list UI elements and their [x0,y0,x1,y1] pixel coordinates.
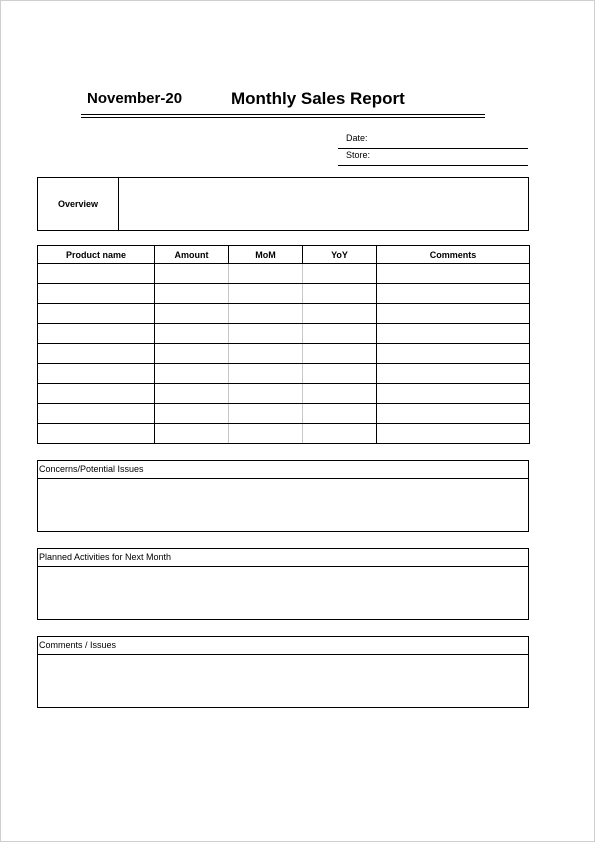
products-table [37,245,530,444]
planned-activities-header: Planned Activities for Next Month [38,549,528,567]
table-cell[interactable] [377,304,530,324]
table-cell[interactable] [38,364,155,384]
table-cell[interactable] [377,344,530,364]
table-cell[interactable] [377,384,530,404]
table-cell[interactable] [229,304,303,324]
date-field[interactable] [338,131,528,149]
store-field[interactable] [338,148,528,166]
table-cell[interactable] [155,404,229,424]
table-row [38,304,530,324]
table-cell[interactable] [155,264,229,284]
table-cell[interactable] [377,284,530,304]
planned-activities-body[interactable] [38,567,528,619]
concerns-section [37,460,529,532]
table-row [38,404,530,424]
table-cell[interactable] [38,344,155,364]
table-cell[interactable] [38,264,155,284]
comments-issues-body[interactable] [38,655,528,707]
table-cell[interactable] [229,404,303,424]
table-cell[interactable] [303,364,377,384]
overview-content[interactable] [119,178,528,230]
table-cell[interactable] [377,404,530,424]
overview-label: Overview [38,178,119,230]
table-cell[interactable] [303,304,377,324]
table-row [38,324,530,344]
table-cell[interactable] [155,344,229,364]
table-cell[interactable] [38,404,155,424]
concerns-header: Concerns/Potential Issues [38,461,528,479]
overview-box [37,177,529,231]
table-cell[interactable] [155,284,229,304]
column-header-comments: Comments [377,246,530,264]
table-cell[interactable] [38,384,155,404]
comments-issues-header: Comments / Issues [38,637,528,655]
table-cell[interactable] [155,384,229,404]
column-header-product-name: Product name [38,246,155,264]
table-cell[interactable] [38,324,155,344]
table-cell[interactable] [38,304,155,324]
table-row [38,284,530,304]
store-label: Store: [346,150,371,160]
concerns-body[interactable] [38,479,528,531]
table-cell[interactable] [303,324,377,344]
table-cell[interactable] [303,404,377,424]
table-cell[interactable] [155,364,229,384]
report-title: Monthly Sales Report [231,89,405,108]
table-cell[interactable] [155,424,229,444]
table-cell[interactable] [303,264,377,284]
table-cell[interactable] [303,284,377,304]
comments-issues-section [37,636,529,708]
table-cell[interactable] [303,344,377,364]
table-cell[interactable] [229,364,303,384]
table-cell[interactable] [229,384,303,404]
table-cell[interactable] [38,424,155,444]
table-row [38,344,530,364]
title-rule-top [81,114,485,115]
table-cell[interactable] [303,424,377,444]
table-cell[interactable] [155,324,229,344]
table-cell[interactable] [377,424,530,444]
column-header-mom: MoM [229,246,303,264]
table-cell[interactable] [229,424,303,444]
column-header-yoy: YoY [303,246,377,264]
table-row [38,364,530,384]
title-rule-bottom [81,117,485,118]
date-label: Date: [346,133,368,143]
table-cell[interactable] [229,284,303,304]
table-cell[interactable] [38,284,155,304]
table-row [38,384,530,404]
table-row [38,424,530,444]
table-cell[interactable] [229,344,303,364]
column-header-amount: Amount [155,246,229,264]
table-cell[interactable] [377,364,530,384]
table-row [38,264,530,284]
planned-activities-section [37,548,529,620]
table-cell[interactable] [229,324,303,344]
table-cell[interactable] [155,304,229,324]
table-header-row [38,246,530,264]
table-cell[interactable] [303,384,377,404]
table-cell[interactable] [229,264,303,284]
table-cell[interactable] [377,264,530,284]
report-month: November-20 [87,90,183,107]
table-cell[interactable] [377,324,530,344]
